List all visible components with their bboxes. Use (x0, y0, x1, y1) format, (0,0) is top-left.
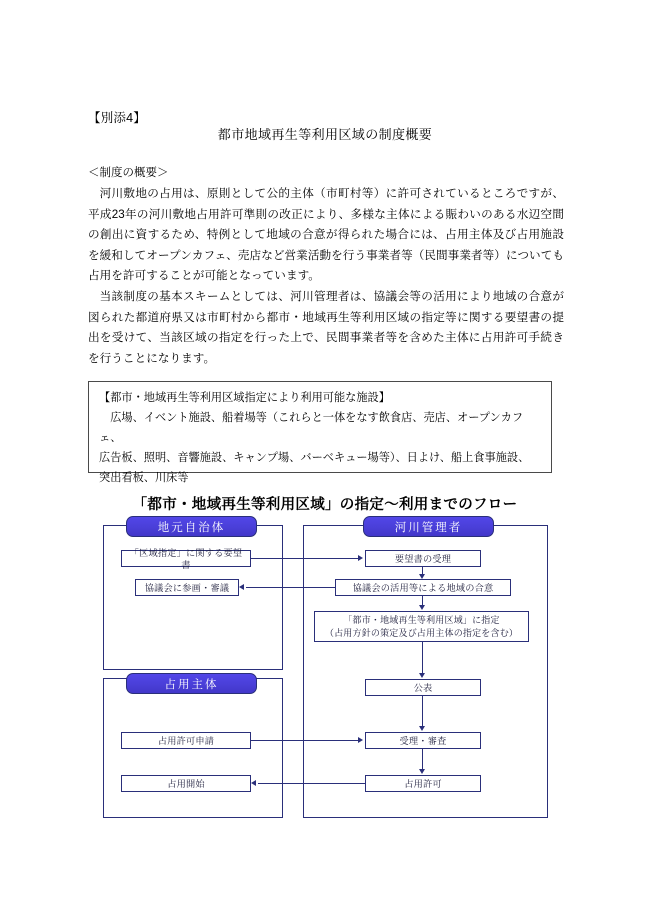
node-receive-request (365, 550, 481, 567)
node-label: 公表 (413, 682, 433, 693)
flowchart-title: 「都市・地域再生等利用区域」の指定～利用までのフロー (132, 497, 518, 513)
node-label: 要望書の受理 (394, 553, 452, 564)
lane-header-label: 地元自治体 (157, 521, 226, 534)
lane-header-local-government (126, 516, 257, 537)
connector-receive-to-agreement (422, 567, 423, 574)
node-label: 占用許可 (404, 778, 442, 789)
node-request-document (121, 547, 251, 570)
node-council-participation (135, 579, 239, 596)
node-label-line-1: 「都市・地域再生等利用区域」に指定 (343, 615, 500, 625)
lane-header-label: 河川管理者 (394, 521, 463, 534)
connector-agreement-to-council (246, 587, 335, 588)
arrowhead-occupancy-start (251, 780, 256, 786)
lane-frame-river-administrator (303, 525, 548, 818)
paragraph-1: 河川敷地の占用は、原則として公的主体（市町村等）に許可されているところですが、平成23年の河川敷地占用許可準則の改正により、多様な主体による賑わいのある水辺空間の創出に資するため、特例として地域の合意が得られた場合には、占用主体及び占用施設を緩和してオープンカフェ、売店など営業活動を行う事業者等（民間事業者等）についても占用を許可することが可能となっています。 (88, 187, 564, 283)
arrowhead-receive-request (358, 555, 363, 561)
connector-notice-to-review (422, 696, 423, 726)
body-text (88, 184, 564, 369)
connector-permit-to-start (258, 783, 365, 784)
arrowhead-council-participation (239, 584, 244, 590)
lane-header-label: 占用主体 (164, 678, 219, 691)
arrowhead-area-designation (419, 605, 425, 610)
facility-list-line-2: 広告板、照明、音響施設、キャンプ場、バーベキュー場等）、日よけ、船上食事施設、 (99, 452, 530, 464)
connector-request-to-receive (251, 558, 358, 559)
node-label: 協議会の活用等による地域の合意 (352, 582, 494, 593)
attachment-label: 【別添4】 (88, 111, 146, 125)
node-label: 占用開始 (167, 778, 205, 789)
arrowhead-receipt-review (419, 726, 425, 731)
node-local-agreement (335, 579, 511, 596)
arrowhead-occupancy-permit (419, 769, 425, 774)
facility-list-line-1: 広場、イベント施設、船着場等（これらと一体をなす飲食店、売店、オープンカフェ、 (99, 412, 524, 444)
connector-review-to-permit (422, 749, 423, 769)
node-occupancy-start (121, 775, 251, 792)
node-public-notice (365, 679, 481, 696)
node-area-designation (314, 611, 529, 642)
connector-application-to-review (251, 740, 358, 741)
lane-header-river-administrator (363, 516, 494, 537)
arrowhead-review-from-application (358, 737, 363, 743)
paragraph-2: 当該制度の基本スキームとしては、河川管理者は、協議会等の活用により地域の合意が図られた都道府県又は市町村から都市・地域再生等利用区域の指定等に関する要望書の提出を受けて、当該区域の指定を行った上で、民間事業者等を含めた主体に占用許可手続きを行うことになります。 (88, 289, 564, 365)
node-permit-application (121, 732, 251, 749)
node-label: 占用許可申請 (157, 735, 215, 746)
section-heading: ＜制度の概要＞ (88, 167, 169, 179)
connector-agreement-to-designation (422, 596, 423, 605)
lane-frame-local-government (103, 525, 283, 670)
arrowhead-public-notice (419, 673, 425, 678)
node-occupancy-permit (365, 775, 481, 792)
page-title: 都市地域再生等利用区域の制度概要 (217, 127, 433, 142)
node-label: 受理・審査 (399, 735, 447, 746)
lane-header-occupancy-entity (126, 673, 257, 694)
facility-list-box (88, 381, 552, 484)
node-label: 「区域指定」に関する要望書 (129, 547, 243, 570)
connector-designation-to-notice (422, 642, 423, 673)
node-label: 協議会に参画・審議 (144, 582, 230, 593)
lane-frame-occupancy-entity (103, 678, 283, 818)
arrowhead-local-agreement (419, 574, 425, 579)
facility-list-line-3: 突出看板、川床等 (99, 472, 189, 484)
node-label-line-2: （占用方針の策定及び占用主体の指定を含む） (324, 627, 519, 638)
node-receipt-review (365, 732, 481, 749)
facility-list-heading: 【都市・地域再生等利用区域指定により利用可能な施設】 (99, 392, 390, 404)
